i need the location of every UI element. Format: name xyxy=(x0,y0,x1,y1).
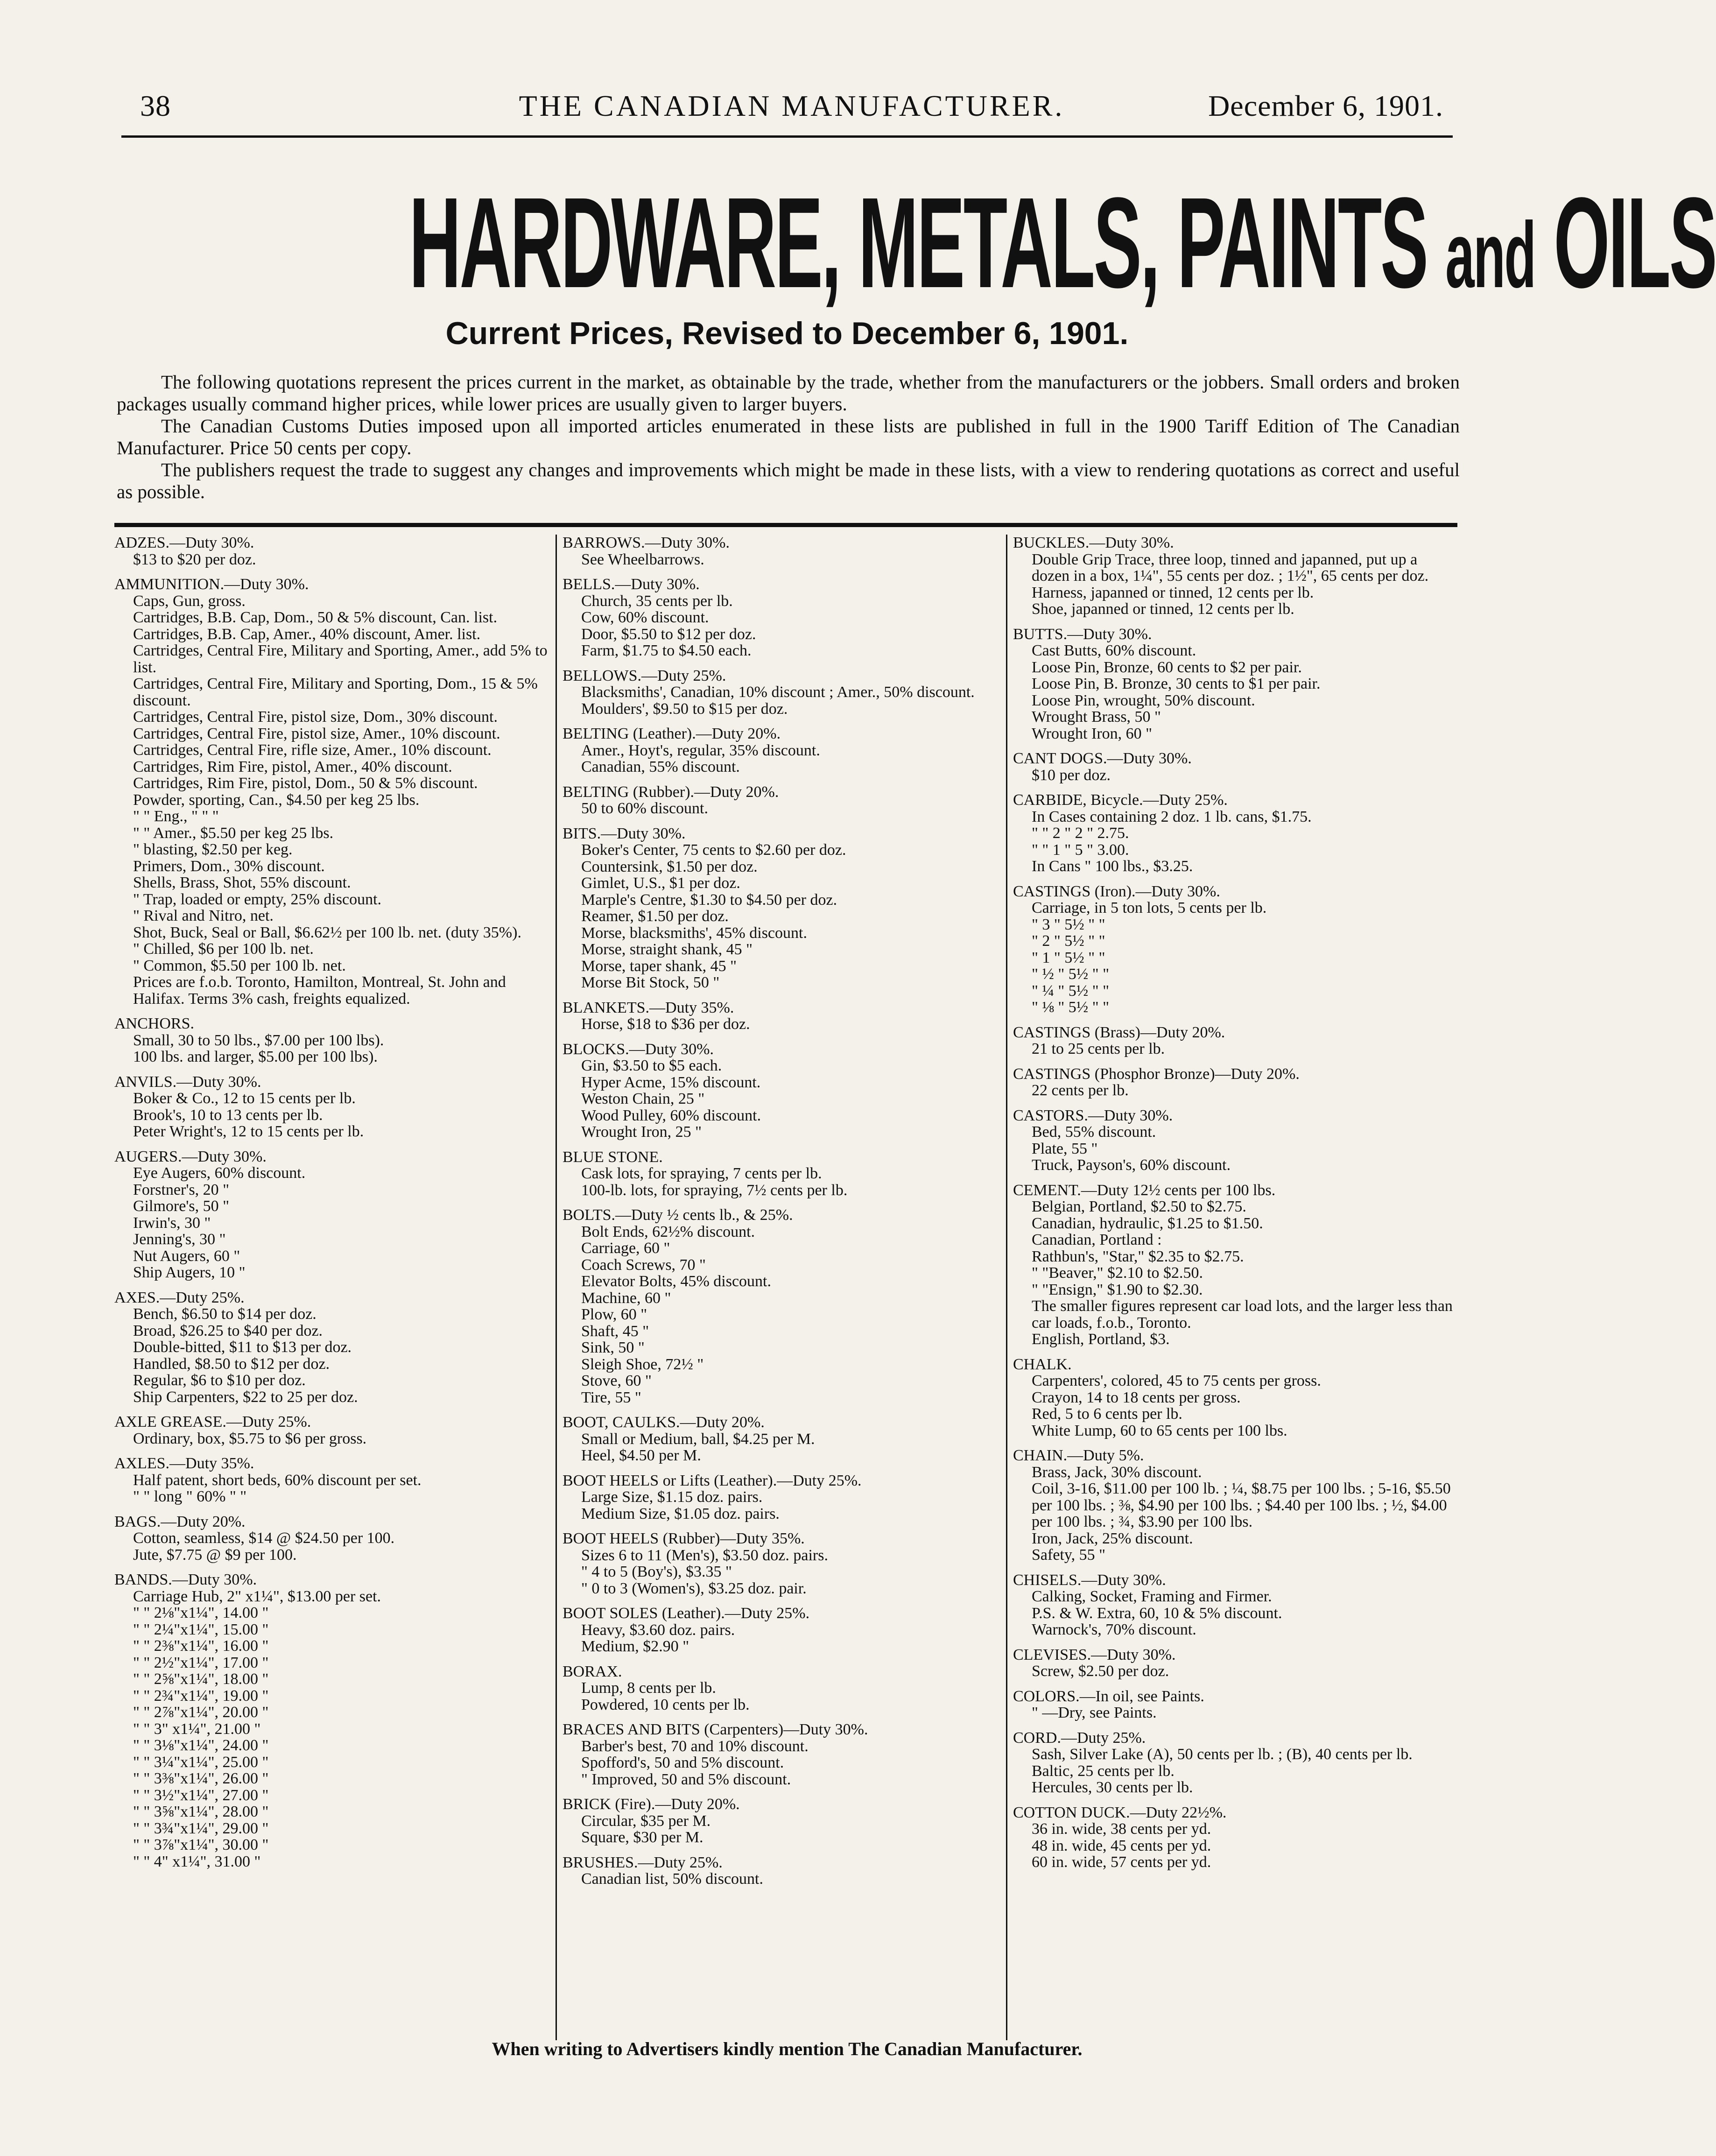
price-column-1 xyxy=(114,535,549,2040)
entry-line: Stove, 60 " xyxy=(581,1372,652,1389)
entry-line: Small, 30 to 50 lbs., $7.00 per 100 lbs). xyxy=(133,1031,384,1049)
entry-heading: BLUE STONE. xyxy=(563,1148,663,1166)
entry-line: Ship Carpenters, $22 to 25 per doz. xyxy=(133,1388,358,1406)
entry-line: Powder, sporting, Can., $4.50 per keg 25 lbs. xyxy=(133,791,420,809)
entry-heading: BELTING (Rubber).—Duty 20%. xyxy=(563,783,779,801)
entry-line: Red, 5 to 6 cents per lb. xyxy=(1032,1405,1182,1423)
price-entry xyxy=(563,1796,999,1846)
price-entry xyxy=(563,576,999,659)
price-entry xyxy=(114,1414,549,1447)
entry-line: Cartridges, Rim Fire, pistol, Dom., 50 & 5% discount. xyxy=(133,775,478,792)
entry-line: " Rival and Nitro, net. xyxy=(133,907,274,924)
entry-line: Morse Bit Stock, 50 " xyxy=(581,974,720,991)
entry-line: Coil, 3-16, $11.00 per 100 lb. ; ¼, $8.75 per 100 lbs. ; 5-16, $5.50 per 100 lbs. ; ⅜, $4.90 per 100 lbs. ; $4.40 per 100 lbs. ; ½, $4.00 per 100 lbs. ; ¾, $3.90 per 100 lbs. xyxy=(1032,1480,1451,1530)
price-entry xyxy=(114,1148,549,1281)
entry-line: Heel, $4.50 per M. xyxy=(581,1447,701,1464)
price-entry xyxy=(114,1455,549,1505)
entry-line: Gimlet, U.S., $1 per doz. xyxy=(581,874,740,892)
entry-heading: CHISELS.—Duty 30%. xyxy=(1013,1571,1166,1589)
entry-line: " " 2¾"x1¼", 19.00 " xyxy=(133,1687,269,1705)
entry-heading: CANT DOGS.—Duty 30%. xyxy=(1013,750,1192,767)
price-entry xyxy=(1013,535,1454,618)
entry-line: Cotton, seamless, $14 @ $24.50 per 100. xyxy=(133,1529,395,1547)
masthead: THE CANADIAN MANUFACTURER. xyxy=(519,89,1065,122)
price-entry xyxy=(563,1721,999,1788)
entry-line: Moulders', $9.50 to $15 per doz. xyxy=(581,700,788,718)
price-entry xyxy=(563,668,999,718)
entry-line: Reamer, $1.50 per doz. xyxy=(581,908,729,925)
header-rule xyxy=(121,135,1453,138)
column-rule xyxy=(1006,535,1007,2040)
entry-line: Canadian list, 50% discount. xyxy=(581,1870,764,1888)
entry-line: Morse, taper shank, 45 " xyxy=(581,957,737,975)
entry-line: Brass, Jack, 30% discount. xyxy=(1032,1463,1202,1481)
entry-line: Sash, Silver Lake (A), 50 cents per lb. ; (B), 40 cents per lb. xyxy=(1032,1746,1413,1763)
entry-line: Cartridges, B.B. Cap, Dom., 50 & 5% discount, Can. list. xyxy=(133,609,498,626)
price-column-3 xyxy=(1013,535,1454,2040)
entry-line: Hyper Acme, 15% discount. xyxy=(581,1073,761,1091)
entry-line: Sink, 50 " xyxy=(581,1339,645,1356)
entry-line: " ¼ " 5½ " " xyxy=(1032,982,1110,1000)
entry-line: " " long " 60% " " xyxy=(133,1488,247,1505)
entry-line: " " Eng., " " " xyxy=(133,808,219,825)
entry-heading: BOOT HEELS or Lifts (Leather).—Duty 25%. xyxy=(563,1472,862,1489)
entry-line: Jute, $7.75 @ $9 per 100. xyxy=(133,1546,297,1564)
entry-line: Canadian, 55% discount. xyxy=(581,758,740,775)
entry-line: " " Amer., $5.50 per keg 25 lbs. xyxy=(133,824,334,842)
entry-heading: CASTINGS (Brass)—Duty 20%. xyxy=(1013,1023,1225,1041)
entry-line: P.S. & W. Extra, 60, 10 & 5% discount. xyxy=(1032,1604,1282,1622)
entry-line: Shoe, japanned or tinned, 12 cents per lb. xyxy=(1032,600,1294,618)
entry-line: Cartridges, Rim Fire, pistol, Amer., 40% discount. xyxy=(133,758,452,775)
entry-line: Ordinary, box, $5.75 to $6 per gross. xyxy=(133,1430,367,1447)
entry-heading: ANVILS.—Duty 30%. xyxy=(114,1073,261,1091)
intro-paragraph: The following quotations represent the prices current in the market, as obtainable by the trade, whether from the manufacturers or the jobbers. Small orders and broken packages usually command higher prices, while lower prices are usually given to larger buyers. xyxy=(117,371,1460,415)
entry-line: " 2 " 5½ " " xyxy=(1032,932,1105,950)
price-entry xyxy=(1013,626,1454,742)
entry-line: Double Grip Trace, three loop, tinned and japanned, put up a dozen in a box, 1¼", 55 cents per doz. ; 1½", 65 cents per doz. xyxy=(1032,550,1429,585)
entry-line: " Chilled, $6 per 100 lb. net. xyxy=(133,940,314,958)
entry-line: " " 2⅞"x1¼", 20.00 " xyxy=(133,1704,269,1721)
page-title xyxy=(409,168,1716,317)
entry-line: " Common, $5.50 per 100 lb. net. xyxy=(133,957,346,974)
entry-heading: BAGS.—Duty 20%. xyxy=(114,1513,246,1530)
entry-line: 36 in. wide, 38 cents per yd. xyxy=(1032,1820,1211,1838)
entry-line: Large Size, $1.15 doz. pairs. xyxy=(581,1488,763,1506)
entry-line: " 4 to 5 (Boy's), $3.35 " xyxy=(581,1563,732,1580)
price-entry xyxy=(563,726,999,775)
entry-line: Harness, japanned or tinned, 12 cents per lb. xyxy=(1032,584,1314,601)
entry-line: Morse, blacksmiths', 45% discount. xyxy=(581,924,807,942)
entry-line: " Improved, 50 and 5% discount. xyxy=(581,1770,791,1788)
entry-heading: BOOT HEELS (Rubber)—Duty 35%. xyxy=(563,1530,805,1547)
section-rule xyxy=(114,523,1457,527)
entry-heading: BOOT SOLES (Leather).—Duty 25%. xyxy=(563,1605,810,1622)
entry-line: Cartridges, Central Fire, pistol size, Dom., 30% discount. xyxy=(133,708,498,726)
entry-line: " " 3⅜"x1¼", 26.00 " xyxy=(133,1770,269,1787)
entry-line: " " 2 " 2 " 2.75. xyxy=(1032,824,1129,842)
entry-heading: ANCHORS. xyxy=(114,1015,194,1032)
entry-line: White Lump, 60 to 65 cents per 100 lbs. xyxy=(1032,1422,1287,1439)
intro-paragraph: The Canadian Customs Duties imposed upon all imported articles enumerated in these lists are published in full in the 1900 Tariff Edition of The Canadian Manufacturer. Price 50 cents per copy. xyxy=(117,415,1460,458)
entry-line: Door, $5.50 to $12 per doz. xyxy=(581,625,756,643)
entry-line: Half patent, short beds, 60% discount per set. xyxy=(133,1471,422,1489)
price-entry xyxy=(563,825,999,991)
entry-line: " " 1 " 5 " 3.00. xyxy=(1032,841,1129,859)
entry-line: Tire, 55 " xyxy=(581,1388,641,1406)
entry-line: Warnock's, 70% discount. xyxy=(1032,1621,1196,1638)
entry-heading: BANDS.—Duty 30%. xyxy=(114,1571,257,1588)
entry-line: Baltic, 25 cents per lb. xyxy=(1032,1762,1174,1780)
entry-line: Caps, Gun, gross. xyxy=(133,592,246,610)
entry-line: Nut Augers, 60 " xyxy=(133,1247,240,1265)
price-entry xyxy=(1013,883,1454,1016)
price-list xyxy=(0,535,1565,2040)
price-entry xyxy=(1013,1356,1454,1439)
price-entry xyxy=(563,1663,999,1713)
entry-line: Canadian, hydraulic, $1.25 to $1.50. xyxy=(1032,1214,1263,1232)
entry-heading: AUGERS.—Duty 30%. xyxy=(114,1148,267,1165)
entry-line: Screw, $2.50 per doz. xyxy=(1032,1663,1169,1680)
entry-line: Regular, $6 to $10 per doz. xyxy=(133,1372,306,1389)
entry-line: Jenning's, 30 " xyxy=(133,1231,226,1248)
entry-line: Boker & Co., 12 to 15 cents per lb. xyxy=(133,1090,356,1107)
entry-line: Cartridges, Central Fire, Military and Sporting, Amer., add 5% to list. xyxy=(133,642,548,676)
entry-line: " 1 " 5½ " " xyxy=(1032,949,1105,966)
entry-line: Sleigh Shoe, 72½ " xyxy=(581,1355,704,1373)
price-entry xyxy=(563,1854,999,1888)
price-entry xyxy=(1013,1107,1454,1174)
entry-line: Barber's best, 70 and 10% discount. xyxy=(581,1737,809,1755)
entry-line: Gilmore's, 50 " xyxy=(133,1198,230,1215)
entry-line: Crayon, 14 to 18 cents per gross. xyxy=(1032,1388,1241,1406)
footer-note: When writing to Advertisers kindly mention The Canadian Manufacturer. xyxy=(492,2038,1083,2059)
entry-line: Blacksmiths', Canadian, 10% discount ; Amer., 50% discount. xyxy=(581,683,975,701)
entry-line: Powdered, 10 cents per lb. xyxy=(581,1696,750,1713)
price-entry xyxy=(563,1207,999,1406)
entry-line: Safety, 55 " xyxy=(1032,1546,1106,1564)
entry-line: Bed, 55% discount. xyxy=(1032,1123,1156,1141)
price-entry xyxy=(1013,1647,1454,1680)
entry-line: Heavy, $3.60 doz. pairs. xyxy=(581,1621,735,1639)
entry-line: Countersink, $1.50 per doz. xyxy=(581,858,758,875)
entry-heading: AXES.—Duty 25%. xyxy=(114,1289,245,1306)
price-entry xyxy=(114,535,549,568)
entry-line: 100 lbs. and larger, $5.00 per 100 lbs). xyxy=(133,1048,378,1065)
entry-line: " " 3¼"x1¼", 25.00 " xyxy=(133,1753,269,1771)
entry-line: In Cans " 100 lbs., $3.25. xyxy=(1032,858,1193,875)
entry-line: " 3 " 5½ " " xyxy=(1032,916,1105,933)
intro-paragraph: The publishers request the trade to suggest any changes and improvements which might be made in these lists, with a view to rendering quotations as correct and useful as possible. xyxy=(117,459,1460,502)
entry-line: " " 2⅝"x1¼", 18.00 " xyxy=(133,1670,269,1688)
title-main: HARDWARE, METALS, PAINTS xyxy=(409,171,1427,315)
entry-line: Ship Augers, 10 " xyxy=(133,1264,246,1281)
entry-line: Marple's Centre, $1.30 to $4.50 per doz. xyxy=(581,891,837,909)
intro-text xyxy=(117,371,1460,503)
entry-heading: CARBIDE, Bicycle.—Duty 25%. xyxy=(1013,791,1228,809)
price-entry xyxy=(114,1074,549,1140)
entry-line: Loose Pin, B. Bronze, 30 cents to $1 per pair. xyxy=(1032,675,1321,692)
entry-line: Loose Pin, Bronze, 60 cents to $2 per pair. xyxy=(1032,658,1302,676)
price-entry xyxy=(1013,1804,1454,1871)
entry-line: Shaft, 45 " xyxy=(581,1322,649,1340)
entry-line: Plate, 55 " xyxy=(1032,1140,1098,1157)
entry-heading: BLOCKS.—Duty 30%. xyxy=(563,1040,714,1058)
entry-heading: BELTING (Leather).—Duty 20%. xyxy=(563,725,781,742)
entry-line: The smaller figures represent car load lots, and the larger less than car loads, f.o.b., Toronto. xyxy=(1032,1297,1453,1332)
entry-heading: CASTINGS (Iron).—Duty 30%. xyxy=(1013,882,1220,900)
entry-line: Cartridges, Central Fire, Military and Sporting, Dom., 15 & 5% discount. xyxy=(133,675,538,709)
entry-heading: BITS.—Duty 30%. xyxy=(563,824,686,842)
entry-line: Cask lots, for spraying, 7 cents per lb. xyxy=(581,1165,822,1182)
price-entry xyxy=(563,1000,999,1033)
entry-line: Eye Augers, 60% discount. xyxy=(133,1164,306,1182)
entry-line: " " 3¾"x1¼", 29.00 " xyxy=(133,1819,269,1837)
entry-line: Gin, $3.50 to $5 each. xyxy=(581,1057,722,1074)
entry-line: Carriage, in 5 ton lots, 5 cents per lb. xyxy=(1032,899,1267,916)
entry-line: Truck, Payson's, 60% discount. xyxy=(1032,1156,1231,1174)
entry-heading: COTTON DUCK.—Duty 22½%. xyxy=(1013,1804,1227,1821)
price-entry xyxy=(563,535,999,568)
entry-line: " 0 to 3 (Women's), $3.25 doz. pair. xyxy=(581,1579,807,1597)
entry-line: Farm, $1.75 to $4.50 each. xyxy=(581,642,752,659)
entry-line: " "Ensign," $1.90 to $2.30. xyxy=(1032,1281,1203,1298)
entry-line: 48 in. wide, 45 cents per yd. xyxy=(1032,1837,1211,1854)
entry-line: " " 3⅞"x1¼", 30.00 " xyxy=(133,1836,269,1853)
entry-line: 21 to 25 cents per lb. xyxy=(1032,1040,1165,1057)
price-entry xyxy=(563,1473,999,1522)
entry-line: " —Dry, see Paints. xyxy=(1032,1704,1157,1721)
entry-line: " blasting, $2.50 per keg. xyxy=(133,841,293,858)
price-entry xyxy=(114,576,549,1007)
entry-heading: CORD.—Duty 25%. xyxy=(1013,1729,1146,1747)
price-entry xyxy=(1013,750,1454,783)
price-entry xyxy=(1013,1024,1454,1057)
entry-line: Wrought Iron, 25 " xyxy=(581,1123,702,1141)
entry-heading: BARROWS.—Duty 30%. xyxy=(563,534,730,551)
entry-line: Boker's Center, 75 cents to $2.60 per doz. xyxy=(581,841,846,859)
entry-line: " " 3⅛"x1¼", 24.00 " xyxy=(133,1737,269,1754)
entry-line: " " 3⅝"x1¼", 28.00 " xyxy=(133,1803,269,1820)
entry-heading: ADZES.—Duty 30%. xyxy=(114,534,254,551)
entry-line: Amer., Hoyt's, regular, 35% discount. xyxy=(581,741,820,759)
price-entry xyxy=(1013,792,1454,875)
price-entry xyxy=(1013,1572,1454,1638)
price-column-2 xyxy=(563,535,999,2040)
entry-line: Carriage, 60 " xyxy=(581,1240,670,1257)
entry-line: Morse, straight shank, 45 " xyxy=(581,941,753,958)
entry-line: Bolt Ends, 62½% discount. xyxy=(581,1223,755,1240)
entry-line: English, Portland, $3. xyxy=(1032,1331,1170,1348)
entry-line: Iron, Jack, 25% discount. xyxy=(1032,1529,1193,1547)
price-entry xyxy=(1013,1688,1454,1721)
price-entry xyxy=(563,1041,999,1141)
price-entry xyxy=(114,1015,549,1065)
entry-heading: CASTINGS (Phosphor Bronze)—Duty 20%. xyxy=(1013,1065,1300,1083)
entry-line: $10 per doz. xyxy=(1032,766,1111,784)
entry-heading: BELLS.—Duty 30%. xyxy=(563,576,700,593)
entry-line: Peter Wright's, 12 to 15 cents per lb. xyxy=(133,1123,364,1140)
price-entry xyxy=(114,1571,549,1870)
entry-line: Cartridges, Central Fire, pistol size, Amer., 10% discount. xyxy=(133,725,500,742)
entry-line: Machine, 60 " xyxy=(581,1289,671,1307)
column-rule xyxy=(556,535,557,2040)
entry-heading: BRUSHES.—Duty 25%. xyxy=(563,1853,723,1871)
entry-line: Cartridges, Central Fire, rifle size, Amer., 10% discount. xyxy=(133,741,492,759)
entry-line: Wood Pulley, 60% discount. xyxy=(581,1106,761,1124)
entry-line: Forstner's, 20 " xyxy=(133,1181,230,1198)
entry-line: Church, 35 cents per lb. xyxy=(581,592,733,610)
price-entry xyxy=(1013,1066,1454,1099)
entry-line: See Wheelbarrows. xyxy=(581,550,704,568)
title-oils: OILS xyxy=(1554,171,1716,315)
entry-line: Shells, Brass, Shot, 55% discount. xyxy=(133,874,351,891)
entry-line: " " 3" x1¼", 21.00 " xyxy=(133,1720,261,1738)
entry-heading: CHAIN.—Duty 5%. xyxy=(1013,1447,1144,1464)
entry-heading: BOOT, CAULKS.—Duty 20%. xyxy=(563,1414,765,1431)
price-entry xyxy=(1013,1447,1454,1564)
entry-line: Irwin's, 30 " xyxy=(133,1214,211,1232)
entry-heading: CLEVISES.—Duty 30%. xyxy=(1013,1646,1176,1663)
entry-line: Belgian, Portland, $2.50 to $2.75. xyxy=(1032,1198,1246,1215)
price-entry xyxy=(1013,1182,1454,1348)
entry-line: Circular, $35 per M. xyxy=(581,1812,711,1830)
price-entry xyxy=(563,1530,999,1597)
page-subtitle: Current Prices, Revised to December 6, 1901. xyxy=(445,316,1129,351)
entry-line: " " 3½"x1¼", 27.00 " xyxy=(133,1786,269,1804)
price-entry xyxy=(114,1289,549,1406)
entry-line: Prices are f.o.b. Toronto, Hamilton, Montreal, St. John and Halifax. Terms 3% cash, freights equalized. xyxy=(133,973,506,1008)
entry-line: Carpenters', colored, 45 to 75 cents per gross. xyxy=(1032,1372,1321,1389)
entry-heading: AMMUNITION.—Duty 30%. xyxy=(114,576,309,593)
entry-line: In Cases containing 2 doz. 1 lb. cans, $1.75. xyxy=(1032,808,1312,825)
entry-line: Cow, 60% discount. xyxy=(581,609,709,626)
entry-line: Square, $30 per M. xyxy=(581,1829,703,1846)
entry-line: Coach Screws, 70 " xyxy=(581,1256,706,1274)
entry-line: Horse, $18 to $36 per doz. xyxy=(581,1015,750,1033)
entry-line: Wrought Iron, 60 " xyxy=(1032,725,1153,742)
entry-line: " Trap, loaded or empty, 25% discount. xyxy=(133,890,382,908)
entry-heading: BUTTS.—Duty 30%. xyxy=(1013,625,1152,643)
entry-heading: BLANKETS.—Duty 35%. xyxy=(563,999,734,1016)
entry-heading: CEMENT.—Duty 12½ cents per 100 lbs. xyxy=(1013,1181,1276,1199)
entry-line: Primers, Dom., 30% discount. xyxy=(133,857,325,875)
entry-line: Broad, $26.25 to $40 per doz. xyxy=(133,1322,323,1339)
entry-heading: BOLTS.—Duty ½ cents lb., & 25%. xyxy=(563,1206,793,1224)
entry-line: Hercules, 30 cents per lb. xyxy=(1032,1779,1193,1796)
title-and: and xyxy=(1445,203,1535,307)
entry-line: " " 2⅜"x1¼", 16.00 " xyxy=(133,1637,269,1655)
entry-heading: BELLOWS.—Duty 25%. xyxy=(563,667,726,684)
entry-line: " ½ " 5½ " " xyxy=(1032,965,1110,983)
entry-line: " " 2⅛"x1¼", 14.00 " xyxy=(133,1604,269,1621)
entry-line: " " 2¼"x1¼", 15.00 " xyxy=(133,1621,269,1638)
price-entry xyxy=(1013,1730,1454,1796)
price-entry xyxy=(563,1605,999,1655)
entry-line: Canadian, Portland : xyxy=(1032,1231,1162,1248)
entry-line: Wrought Brass, 50 " xyxy=(1032,708,1161,726)
entry-line: 22 cents per lb. xyxy=(1032,1082,1129,1099)
entry-line: $13 to $20 per doz. xyxy=(133,550,256,568)
entry-line: Brook's, 10 to 13 cents per lb. xyxy=(133,1106,323,1124)
entry-line: Spofford's, 50 and 5% discount. xyxy=(581,1754,784,1771)
entry-line: Double-bitted, $11 to $13 per doz. xyxy=(133,1339,352,1356)
entry-heading: CHALK. xyxy=(1013,1355,1072,1373)
entry-heading: AXLE GREASE.—Duty 25%. xyxy=(114,1413,311,1430)
entry-line: Shot, Buck, Seal or Ball, $6.62½ per 100 lb. net. (duty 35%). xyxy=(133,923,521,941)
entry-line: Loose Pin, wrought, 50% discount. xyxy=(1032,691,1255,709)
entry-line: Cartridges, B.B. Cap, Amer., 40% discount, Amer. list. xyxy=(133,625,481,643)
entry-line: Rathbun's, "Star," $2.35 to $2.75. xyxy=(1032,1247,1244,1265)
entry-heading: BUCKLES.—Duty 30%. xyxy=(1013,534,1174,551)
entry-line: 100-lb. lots, for spraying, 7½ cents per lb. xyxy=(581,1181,848,1199)
entry-line: " "Beaver," $2.10 to $2.50. xyxy=(1032,1264,1203,1282)
entry-heading: BRICK (Fire).—Duty 20%. xyxy=(563,1796,740,1813)
entry-line: " ⅛ " 5½ " " xyxy=(1032,999,1110,1016)
entry-line: Small or Medium, ball, $4.25 per M. xyxy=(581,1430,815,1448)
entry-line: 60 in. wide, 57 cents per yd. xyxy=(1032,1853,1211,1871)
entry-line: Calking, Socket, Framing and Firmer. xyxy=(1032,1588,1272,1605)
entry-heading: BORAX. xyxy=(563,1663,622,1680)
entry-line: Lump, 8 cents per lb. xyxy=(581,1679,716,1697)
entry-line: Medium Size, $1.05 doz. pairs. xyxy=(581,1505,780,1522)
entry-line: Cast Butts, 60% discount. xyxy=(1032,642,1196,659)
entry-line: Elevator Bolts, 45% discount. xyxy=(581,1273,772,1290)
entry-line: Plow, 60 " xyxy=(581,1306,647,1323)
entry-line: " " 4" x1¼", 31.00 " xyxy=(133,1853,261,1870)
entry-heading: COLORS.—In oil, see Paints. xyxy=(1013,1687,1204,1705)
issue-date: December 6, 1901. xyxy=(1208,89,1443,122)
entry-heading: BRACES AND BITS (Carpenters)—Duty 30%. xyxy=(563,1721,868,1738)
entry-heading: CASTORS.—Duty 30%. xyxy=(1013,1106,1173,1124)
entry-line: " " 2½"x1¼", 17.00 " xyxy=(133,1654,269,1671)
entry-line: 50 to 60% discount. xyxy=(581,800,708,817)
price-entry xyxy=(563,1414,999,1464)
entry-line: Medium, $2.90 " xyxy=(581,1638,689,1655)
running-head xyxy=(140,84,1443,135)
price-entry xyxy=(563,1149,999,1199)
entry-line: Handled, $8.50 to $12 per doz. xyxy=(133,1355,330,1373)
entry-line: Weston Chain, 25 " xyxy=(581,1090,705,1107)
price-entry xyxy=(114,1514,549,1564)
entry-line: Bench, $6.50 to $14 per doz. xyxy=(133,1305,316,1323)
page-number: 38 xyxy=(140,89,171,122)
entry-line: Carriage Hub, 2" x1¼", $13.00 per set. xyxy=(133,1587,381,1605)
entry-heading: AXLES.—Duty 35%. xyxy=(114,1455,254,1472)
entry-line: Sizes 6 to 11 (Men's), $3.50 doz. pairs. xyxy=(581,1546,828,1564)
price-entry xyxy=(563,784,999,817)
